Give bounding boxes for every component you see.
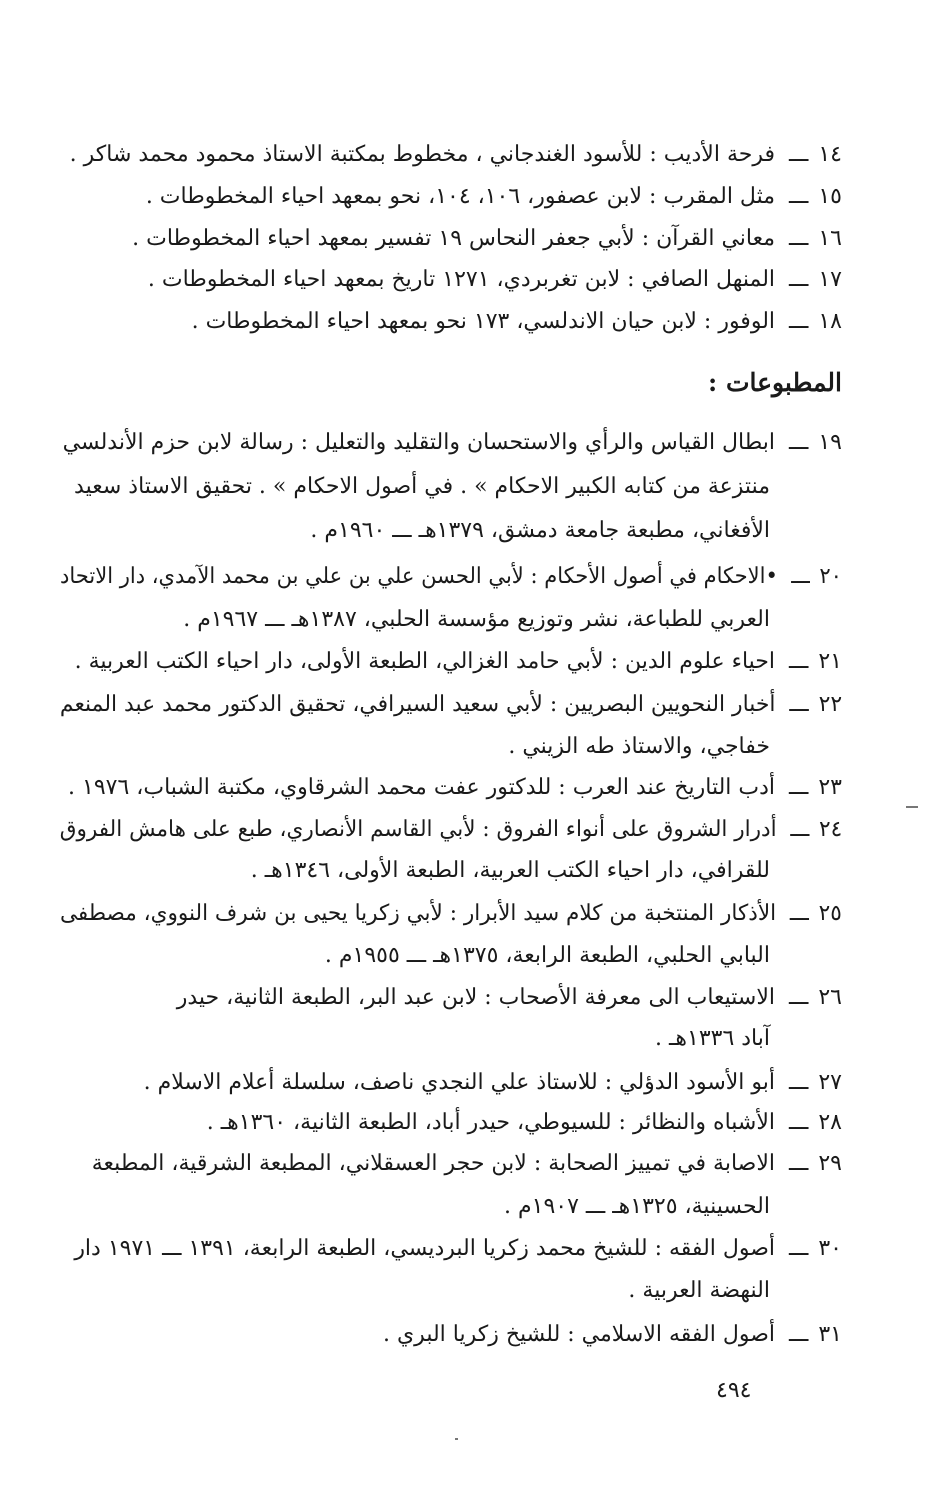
entry-text: المنهل الصافي : لابن تغربردي، ١٢٧١ تاريخ بمعهد احياء المخطوطات . <box>147 267 776 292</box>
entry-text: الأذكار المنتخبة من كلام سيد الأبرار : لأبي زكريا يحيى بن شرف النووي، مصطفى <box>60 901 777 926</box>
entry-text: •الاحكام في أصول الأحكام : لأبي الحسن علي بن علي بن محمد الآمدي، دار الاتحاد <box>60 564 778 589</box>
entry-text: أصول الفقه : للشيخ محمد زكريا البرديسي، الطبعة الرابعة، ١٣٩١ ـــ ١٩٧١ دار <box>74 1236 776 1261</box>
entry-continuation: خفاجي، والاستاذ طه الزيني . <box>508 734 770 759</box>
bibliography-entry: ٢٧ـــأبو الأسود الدؤلي : للاستاذ علي النجدي ناصف، سلسلة أعلام الاسلام . <box>144 1066 842 1100</box>
bibliography-entry: ٢٠ـــ•الاحكام في أصول الأحكام : لأبي الحسن علي بن علي بن محمد الآمدي، دار الاتحاد <box>60 560 842 594</box>
entry-continuation: البابي الحلبي، الطبعة الرابعة، ١٣٧٥هـ ـــ ١٩٥٥م . <box>324 943 770 968</box>
entry-text: الاصابة في تمييز الصحابة : لابن حجر العسقلاني، المطبعة الشرقية، المطبعة <box>91 1151 776 1176</box>
entry-text: الاستيعاب الى معرفة الأصحاب : لابن عبد البر، الطبعة الثانية، حيدر <box>176 985 776 1010</box>
entry-number: ١٩ <box>818 430 842 455</box>
entry-continuation: منتزعة من كتابه الكبير الاحكام » . في أصول الاحكام » . تحقيق الاستاذ سعيد <box>74 474 770 499</box>
bibliography-entry: ٢٥ـــالأذكار المنتخبة من كلام سيد الأبرار : لأبي زكريا يحيى بن شرف النووي، مصطفى <box>60 897 842 931</box>
entry-text: الوفور : لابن حيان الاندلسي، ١٧٣ نحو بمعهد احياء المخطوطات . <box>191 309 776 334</box>
entry-text: أبو الأسود الدؤلي : للاستاذ علي النجدي ناصف، سلسلة أعلام الاسلام . <box>143 1070 776 1095</box>
entry-number: ١٨ <box>818 309 842 334</box>
entry-continuation: النهضة العربية . <box>628 1278 770 1303</box>
bibliography-entry: ٢٣ـــأدب التاريخ عند العرب : للدكتور عفت محمد الشرقاوي، مكتبة الشباب، ١٩٧٦ . <box>68 771 842 805</box>
entry-continuation: للقرافي، دار احياء الكتب العربية، الطبعة الأولى، ١٣٤٦هـ . <box>250 858 770 883</box>
bibliography-entry: ١٨ـــالوفور : لابن حيان الاندلسي، ١٧٣ نحو بمعهد احياء المخطوطات . <box>192 305 842 339</box>
entry-text: ابطال القياس والرأي والاستحسان والتقليد والتعليل : رسالة لابن حزم الأندلسي <box>62 430 776 455</box>
entry-number: ١٦ <box>818 226 842 251</box>
entry-number: ٣١ <box>818 1322 842 1347</box>
entry-number: ١٤ <box>818 142 842 167</box>
entry-text: احياء علوم الدين : لأبي حامد الغزالي، الطبعة الأولى، دار احياء الكتب العربية . <box>74 649 776 674</box>
entry-number: ٢٩ <box>818 1151 842 1176</box>
bibliography-entry: ١٩ـــابطال القياس والرأي والاستحسان والتقليد والتعليل : رسالة لابن حزم الأندلسي <box>63 426 842 460</box>
entry-number: ٢١ <box>818 649 842 674</box>
entry-number: ٢٦ <box>818 985 842 1010</box>
bibliography-entry: ٢٩ـــالاصابة في تمييز الصحابة : لابن حجر العسقلاني، المطبعة الشرقية، المطبعة <box>92 1147 842 1181</box>
bibliography-entry: ١٧ـــالمنهل الصافي : لابن تغربردي، ١٢٧١ تاريخ بمعهد احياء المخطوطات . <box>148 263 842 297</box>
entry-number: ١٥ <box>818 184 842 209</box>
bibliography-entry: ٣١ـــأصول الفقه الاسلامي : للشيخ زكريا البري . <box>383 1318 842 1352</box>
entry-number: ٢٨ <box>818 1110 842 1135</box>
bibliography-entry: ٢١ـــاحياء علوم الدين : لأبي حامد الغزالي، الطبعة الأولى، دار احياء الكتب العربية . <box>75 645 842 679</box>
entry-number: ٢٣ <box>818 775 842 800</box>
entry-text: فرحة الأديب : للأسود الغندجاني ، مخطوط بمكتبة الاستاذ محمود محمد شاكر . <box>69 142 776 167</box>
entry-number: ١٧ <box>818 267 842 292</box>
entry-continuation: العربي للطباعة، نشر وتوزيع مؤسسة الحلبي، ١٣٨٧هـ ـــ ١٩٦٧م . <box>183 607 770 632</box>
entry-number: ٢٠ <box>819 564 842 589</box>
entry-text: معاني القرآن : لأبي جعفر النحاس ١٩ تفسير بمعهد احياء المخطوطات . <box>132 226 776 251</box>
scan-mark <box>455 1438 458 1440</box>
entry-text: أدب التاريخ عند العرب : للدكتور عفت محمد الشرقاوي، مكتبة الشباب، ١٩٧٦ . <box>68 775 776 800</box>
bibliography-entry: ١٥ـــمثل المقرب : لابن عصفور، ١٠٦، ١٠٤، نحو بمعهد احياء المخطوطات . <box>146 180 842 214</box>
entry-text: الأشباه والنظائر : للسيوطي، حيدر أباد، الطبعة الثانية، ١٣٦٠هـ . <box>206 1110 776 1135</box>
section-heading: المطبوعات : <box>708 368 842 397</box>
entry-text: مثل المقرب : لابن عصفور، ١٠٦، ١٠٤، نحو بمعهد احياء المخطوطات . <box>145 184 776 209</box>
entry-continuation: الحسينية، ١٣٢٥هـ ـــ ١٩٠٧م . <box>504 1194 770 1219</box>
bibliography-entry: ١٦ـــمعاني القرآن : لأبي جعفر النحاس ١٩ تفسير بمعهد احياء المخطوطات . <box>132 222 842 256</box>
bibliography-entry: ١٤ـــفرحة الأديب : للأسود الغندجاني ، مخطوط بمكتبة الاستاذ محمود محمد شاكر . <box>70 138 842 172</box>
entry-number: ٢٧ <box>818 1070 842 1095</box>
scan-mark <box>906 806 918 808</box>
bibliography-entry: ٢٨ـــالأشباه والنظائر : للسيوطي، حيدر أباد، الطبعة الثانية، ١٣٦٠هـ . <box>207 1106 842 1140</box>
page-number: ٤٩٤ <box>716 1378 752 1403</box>
entry-number: ٢٤ <box>818 817 842 842</box>
entry-continuation: الأفغاني، مطبعة جامعة دمشق، ١٣٧٩هـ ـــ ١٩٦٠م . <box>310 518 770 543</box>
entry-number: ٢٢ <box>818 692 842 717</box>
entry-continuation: آباد ١٣٣٦هـ . <box>654 1026 770 1051</box>
entry-text: أدرار الشروق على أنواء الفروق : لأبي القاسم الأنصاري، طبع على هامش الفروق <box>59 817 777 842</box>
entry-text: أخبار النحويين البصريين : لأبي سعيد السيرافي، تحقيق الدكتور محمد عبد المنعم <box>59 692 776 717</box>
bibliography-entry: ٢٤ـــأدرار الشروق على أنواء الفروق : لأبي القاسم الأنصاري، طبع على هامش الفروق <box>60 813 842 847</box>
bibliography-entry: ٢٢ـــأخبار النحويين البصريين : لأبي سعيد السيرافي، تحقيق الدكتور محمد عبد المنعم <box>60 688 842 722</box>
entry-text: أصول الفقه الاسلامي : للشيخ زكريا البري . <box>382 1322 776 1347</box>
entry-number: ٣٠ <box>818 1236 842 1261</box>
bibliography-entry: ٢٦ـــالاستيعاب الى معرفة الأصحاب : لابن عبد البر، الطبعة الثانية، حيدر <box>177 981 842 1015</box>
bibliography-entry: ٣٠ـــأصول الفقه : للشيخ محمد زكريا البرديسي، الطبعة الرابعة، ١٣٩١ ـــ ١٩٧١ دار <box>74 1232 842 1266</box>
entry-number: ٢٥ <box>818 901 842 926</box>
